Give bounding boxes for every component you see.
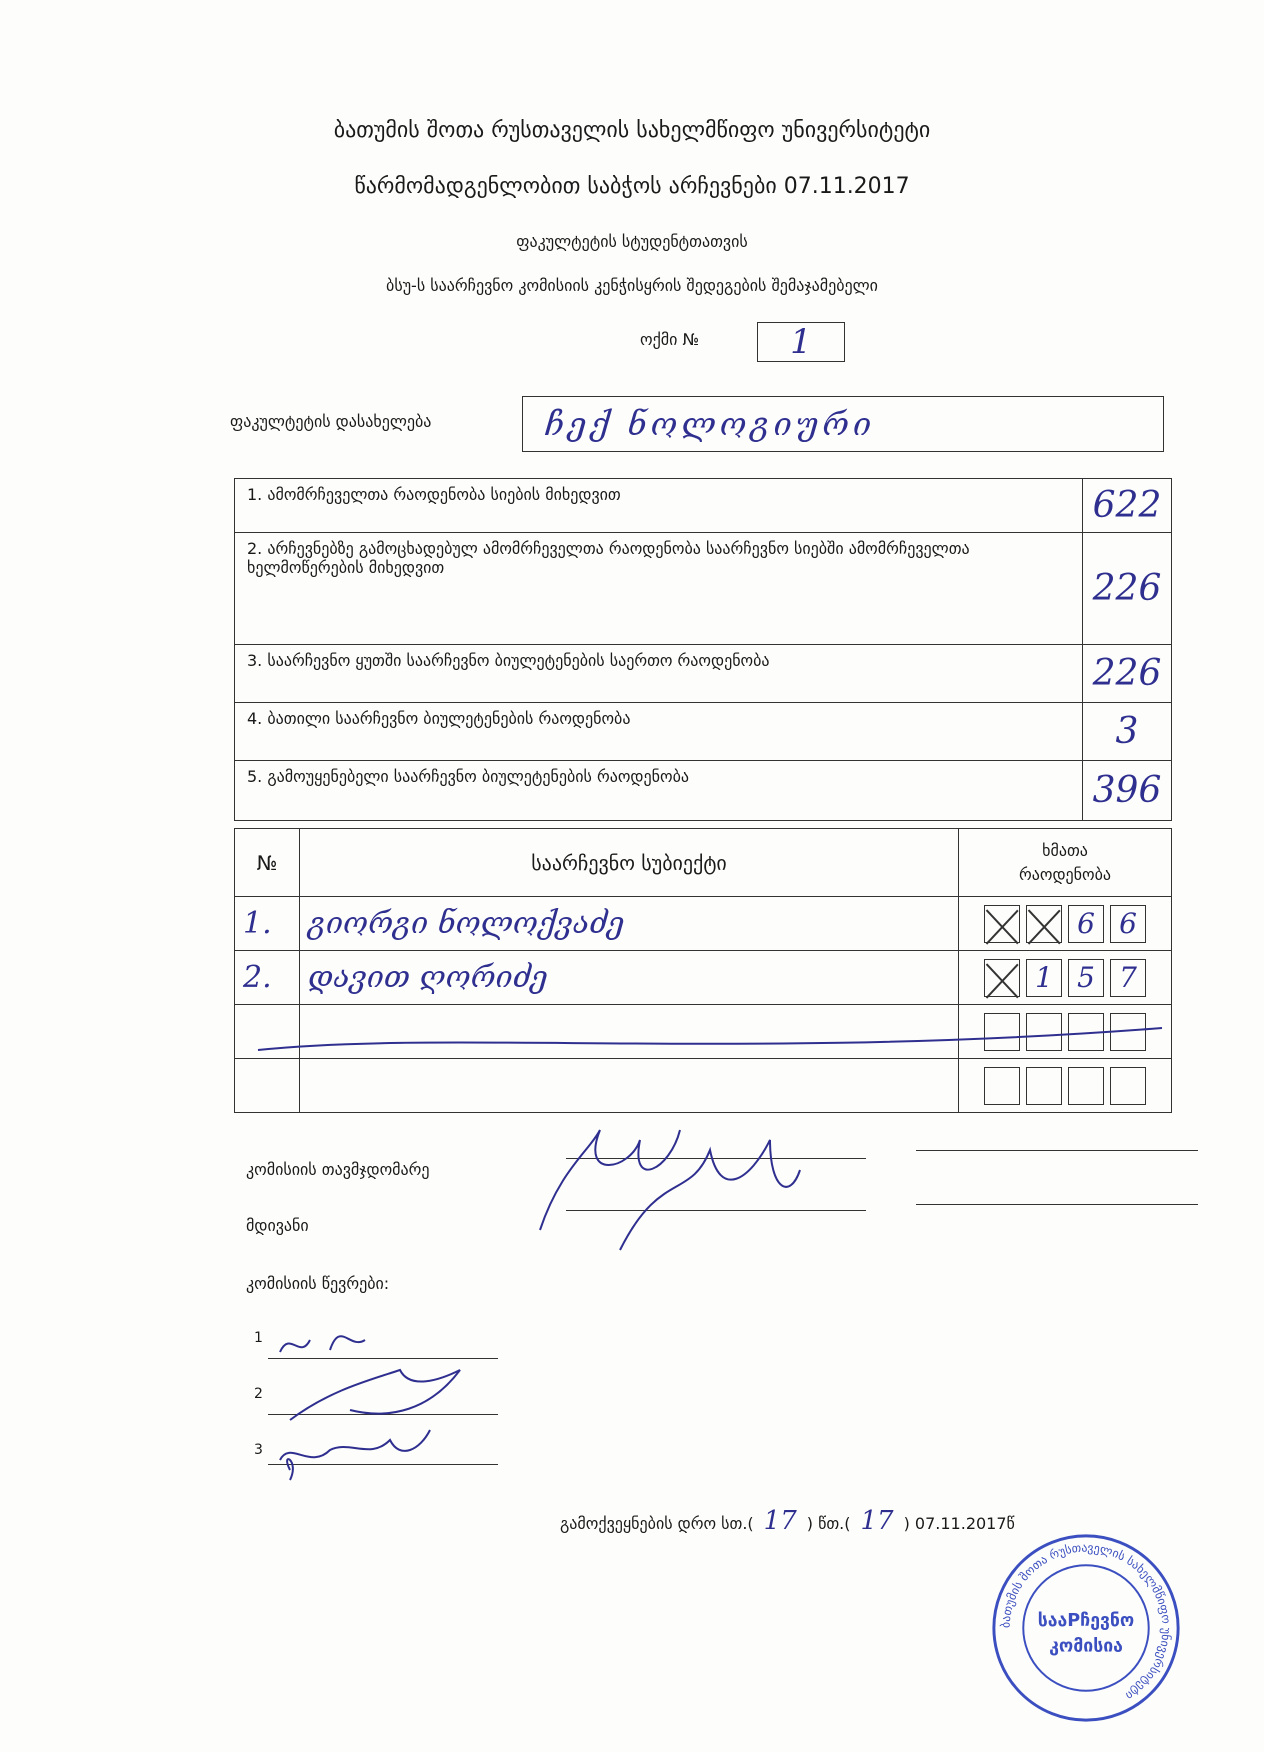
candidate-number: 1. xyxy=(235,897,300,951)
vote-digit-box: 1 xyxy=(1026,959,1062,997)
vote-digit-boxes xyxy=(967,905,1163,943)
vote-digit-box xyxy=(1026,1067,1062,1105)
member-number: 1 xyxy=(254,1330,263,1346)
candidates-table xyxy=(234,828,1172,1113)
vote-digit-box: 7 xyxy=(1110,959,1146,997)
stat-value: 396 xyxy=(1083,761,1172,821)
member-signatures xyxy=(270,1310,490,1500)
secretary-name-line xyxy=(916,1204,1198,1205)
stat-row xyxy=(235,533,1172,645)
publication-hour: 17 xyxy=(763,1506,797,1536)
vote-digit-box xyxy=(1110,1067,1146,1105)
header-subject: საარჩევნო სუბიექტი xyxy=(300,829,959,897)
member-number: 3 xyxy=(254,1442,263,1458)
vote-digit-boxes xyxy=(967,1067,1163,1105)
election-title: წარმომადგენლობით საბჭოს არჩევნები 07.11.2017 xyxy=(354,174,910,199)
vote-digit-box xyxy=(984,959,1020,997)
faculty-box xyxy=(522,396,1164,452)
strike-line xyxy=(250,1020,1170,1070)
chair-label: კომისიის თავმჯდომარე xyxy=(246,1160,430,1179)
vote-digit-box: 5 xyxy=(1068,959,1104,997)
vote-digit-box: 6 xyxy=(1068,905,1104,943)
publication-minute: 17 xyxy=(860,1506,894,1536)
protocol-label: ოქმი № xyxy=(640,330,700,349)
stat-label: 1. ამომრჩეველთა რაოდენობა სიების მიხედვით xyxy=(235,479,1083,533)
stamp-line1: სააРჩევნო xyxy=(1037,1611,1135,1632)
stat-value: 226 xyxy=(1083,645,1172,703)
protocol-number-box xyxy=(757,322,845,362)
secretary-label: მდივანი xyxy=(246,1216,309,1235)
faculty-name: ჩექ ნოლოგიური xyxy=(545,405,876,443)
stat-row xyxy=(235,703,1172,761)
commission-stamp xyxy=(988,1530,1184,1726)
stat-label: 2. არჩევნებზე გამოცხადებულ ამომრჩეველთა რაოდენობა საარჩევნო სიებში ამომრჩეველთა ხელმოწერების მიხედვით xyxy=(235,533,1083,645)
stat-value: 3 xyxy=(1083,703,1172,761)
publication-time xyxy=(560,1506,1015,1536)
vote-digit-box xyxy=(1026,905,1062,943)
chair-name-line xyxy=(916,1150,1198,1151)
stat-label: 4. ბათილი საარჩევნო ბიულეტენების რაოდენობა xyxy=(235,703,1083,761)
vote-digit-box xyxy=(1068,1067,1104,1105)
member-number: 2 xyxy=(254,1386,263,1402)
stat-value: 226 xyxy=(1083,533,1172,645)
candidate-votes xyxy=(959,897,1172,951)
candidate-name: დავით ღორიძე xyxy=(300,951,959,1005)
chair-signature xyxy=(520,1110,820,1260)
stat-label: 5. გამოუყენებელი საარჩევნო ბიულეტენების რაოდენობა xyxy=(235,761,1083,821)
stat-label: 3. საარჩევნო ყუთში საარჩევნო ბიულეტენების საერთო რაოდენობა xyxy=(235,645,1083,703)
statistics-table xyxy=(234,478,1172,821)
vote-digit-boxes xyxy=(967,959,1163,997)
publication-suffix: ) 07.11.2017წ xyxy=(903,1514,1015,1533)
stat-row xyxy=(235,761,1172,821)
candidates-header-row xyxy=(235,829,1172,897)
candidate-number: 2. xyxy=(235,951,300,1005)
publication-prefix: გამოქვეყნების დრო სთ.( xyxy=(560,1514,754,1533)
candidate-row xyxy=(235,897,1172,951)
header-votes-line1: ხმათა xyxy=(1042,840,1088,860)
publication-mid: ) წთ.( xyxy=(806,1514,851,1533)
stamp-line2: კომისია xyxy=(1049,1636,1123,1657)
vote-digit-box xyxy=(984,905,1020,943)
faculty-label: ფაკულტეტის დასახელება xyxy=(230,412,432,431)
subtitle-students: ფაკულტეტის სტუდენტთათვის xyxy=(516,232,748,251)
candidate-votes xyxy=(959,951,1172,1005)
stat-value: 622 xyxy=(1083,479,1172,533)
subtitle-protocol: ბსუ-ს საარჩევნო კომისიის კენჭისყრის შედეგების შემაჯამებელი xyxy=(386,276,878,295)
stat-row xyxy=(235,479,1172,533)
candidate-name: გიორგი ნოლოქვაძე xyxy=(300,897,959,951)
stat-row xyxy=(235,645,1172,703)
header-votes-line2: რაოდენობა xyxy=(1019,864,1111,884)
header-votes xyxy=(959,829,1172,897)
members-label: კომისიის წევრები: xyxy=(246,1274,390,1293)
vote-digit-box: 6 xyxy=(1110,905,1146,943)
header-number: № xyxy=(235,829,300,897)
stamp-ring-text: ბათუმის შოთა რუსთაველის სახელმწიფო უნივერსიტეტი xyxy=(998,1540,1174,1704)
candidate-row xyxy=(235,951,1172,1005)
university-title: ბათუმის შოთა რუსთაველის სახელმწიფო უნივერსიტეტი xyxy=(333,118,931,143)
protocol-number: 1 xyxy=(790,322,812,362)
vote-digit-box xyxy=(984,1067,1020,1105)
